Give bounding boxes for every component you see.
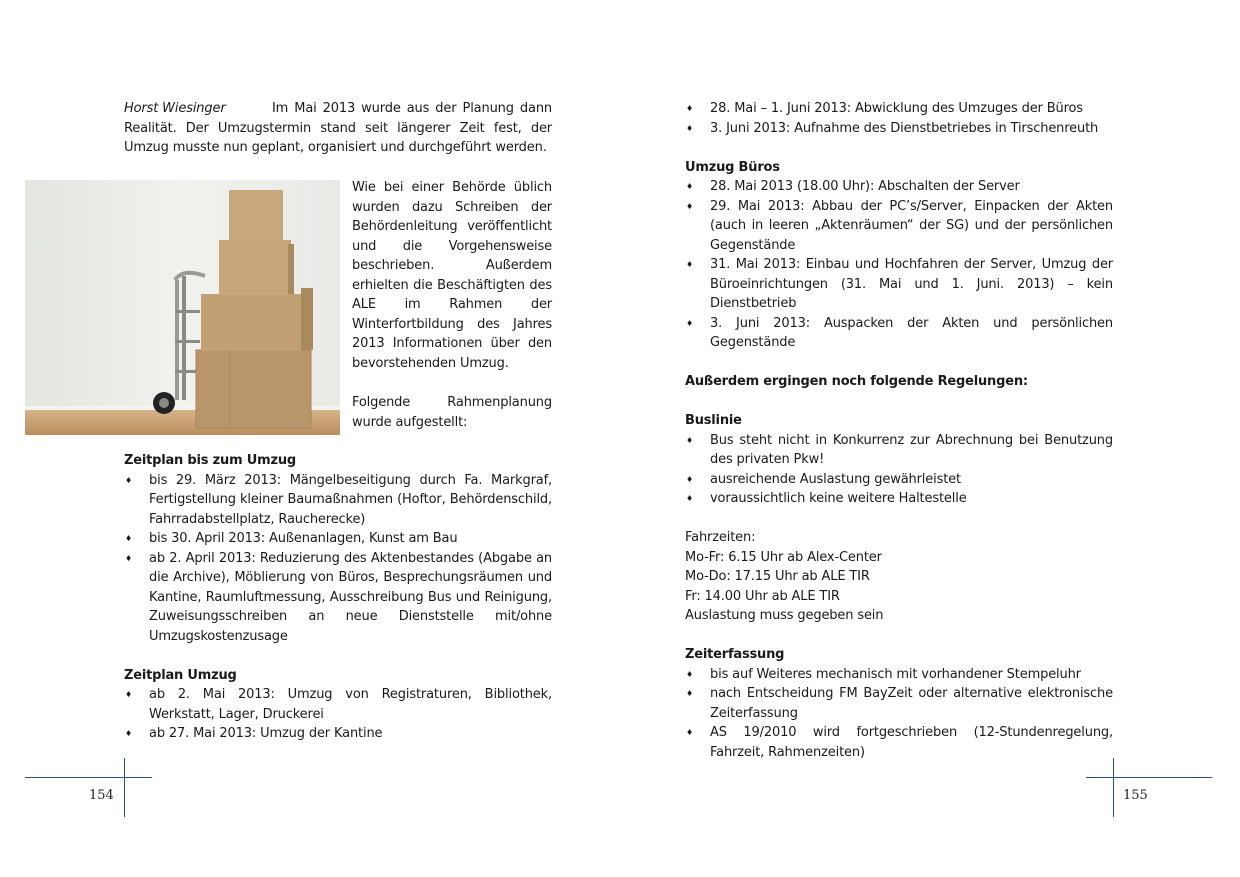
crop-mark-vertical [124, 758, 125, 817]
list-item: ♦ bis 30. April 2013: Außenanlagen, Kunst am Bau [124, 529, 552, 549]
list-item: ♦ 29. Mai 2013: Abbau der PC’s/Server, Einpacken der Akten (auch in leeren „Aktenräumen“ der SG) und der persönlichen Gegenstände [685, 197, 1113, 256]
list-item: ♦ ab 2. Mai 2013: Umzug von Registraturen, Bibliothek, Werkstatt, Lager, Druckerei [124, 685, 552, 724]
list-item: ♦ 3. Juni 2013: Aufnahme des Dienstbetriebes in Tirschenreuth [685, 119, 1113, 139]
regelungen-heading: Außerdem ergingen noch folgende Regelungen: [685, 374, 1028, 389]
side-paragraph-1: Wie bei einer Behörde üblich wurden dazu Schreiben der Behördenleitung veröffentlicht und die Vorgehensweise beschrieben. Außerdem erhielten die Beschäftigten des ALE im Rahmen der Winterfortbildung des Jahres 2013 Informationen über den bevorstehenden Umzug. [352, 180, 552, 371]
intro-paragraph [124, 99, 552, 158]
fahrzeiten-line: Auslastung muss gegeben sein [685, 608, 884, 623]
author-name: Horst Wiesinger [124, 101, 226, 116]
page-number: 154 [89, 788, 114, 803]
list-item: ♦ voraussichtlich keine weitere Haltestelle [685, 489, 1113, 509]
moving-boxes-illustration [25, 180, 340, 435]
list-item: ♦ 3. Juni 2013: Auspacken der Akten und persönlichen Gegenstände [685, 314, 1113, 353]
fahrzeiten-line: Mo-Do: 17.15 Uhr ab ALE TIR [685, 569, 870, 584]
list-item: ♦ bis 29. März 2013: Mängelbeseitigung durch Fa. Markgraf, Fertigstellung kleiner Baumaßnahmen (Hoftor, Behördenschild, Fahrradabstellplatz, Raucherecke) [124, 471, 552, 530]
list-item: ♦ ab 27. Mai 2013: Umzug der Kantine [124, 724, 552, 744]
section-heading: Zeitplan bis zum Umzug [124, 453, 296, 468]
list-item: ♦ ausreichende Auslastung gewährleistet [685, 470, 1113, 490]
section-heading: Zeiterfassung [685, 647, 785, 662]
crop-mark-vertical [1113, 758, 1114, 817]
list-item: ♦ ab 2. April 2013: Reduzierung des Aktenbestandes (Abgabe an die Archive), Möblierung von Büros, Besprechungsräumen und Kantine, Raumluftmessung, Ausschreibung Bus und Reinigung, Zuweisungsschreiben an neue Dienststelle mit/ohne Umzugskostenzusage [124, 549, 552, 647]
page-number: 155 [1123, 788, 1148, 803]
crop-mark-horizontal [1086, 777, 1212, 778]
crop-mark-horizontal [25, 777, 152, 778]
list-item: ♦ 28. Mai 2013 (18.00 Uhr): Abschalten der Server [685, 177, 1113, 197]
fahrzeiten-line: Fr: 14.00 Uhr ab ALE TIR [685, 588, 840, 604]
section-zeitplan-bis-umzug [124, 451, 552, 744]
section-heading: Buslinie [685, 413, 742, 428]
section-heading: Zeitplan Umzug [124, 667, 237, 683]
fahrzeiten-line: Fahrzeiten: [685, 530, 756, 545]
list-item: ♦ 31. Mai 2013: Einbau und Hochfahren der Server, Umzug der Büroeinrichtungen (31. Mai und 1. Juni. 2013) – kein Dienstbetrieb [685, 255, 1113, 314]
list-item: ♦ AS 19/2010 wird fortgeschrieben (12-Stundenregelung, Fahrzeit, Rahmenzeiten) [685, 723, 1113, 762]
list-item: ♦ nach Entscheidung FM BayZeit oder alternative elektronische Zeiterfassung [685, 684, 1113, 723]
intro-text: Im Mai 2013 wurde aus der Planung dann Realität. Der Umzugstermin stand seit längerer Zeit fest, der Umzug musste nun geplant, organisiert und durchgeführt werden. [124, 101, 552, 155]
fahrzeiten-line: Mo-Fr: 6.15 Uhr ab Alex-Center [685, 549, 882, 565]
right-column [685, 99, 1113, 762]
list-item: ♦ 28. Mai – 1. Juni 2013: Abwicklung des Umzuges der Büros [685, 99, 1113, 119]
right-page [620, 0, 1240, 877]
list-item: ♦ bis auf Weiteres mechanisch mit vorhandener Stempeluhr [685, 665, 1113, 685]
moving-boxes-photo [25, 180, 340, 435]
section-heading: Umzug Büros [685, 159, 780, 175]
list-item: ♦ Bus steht nicht in Konkurrenz zur Abrechnung bei Benutzung des privaten Pkw! [685, 431, 1113, 470]
side-paragraph-2: Folgende Rahmenplanung wurde aufgestellt: [352, 395, 552, 430]
